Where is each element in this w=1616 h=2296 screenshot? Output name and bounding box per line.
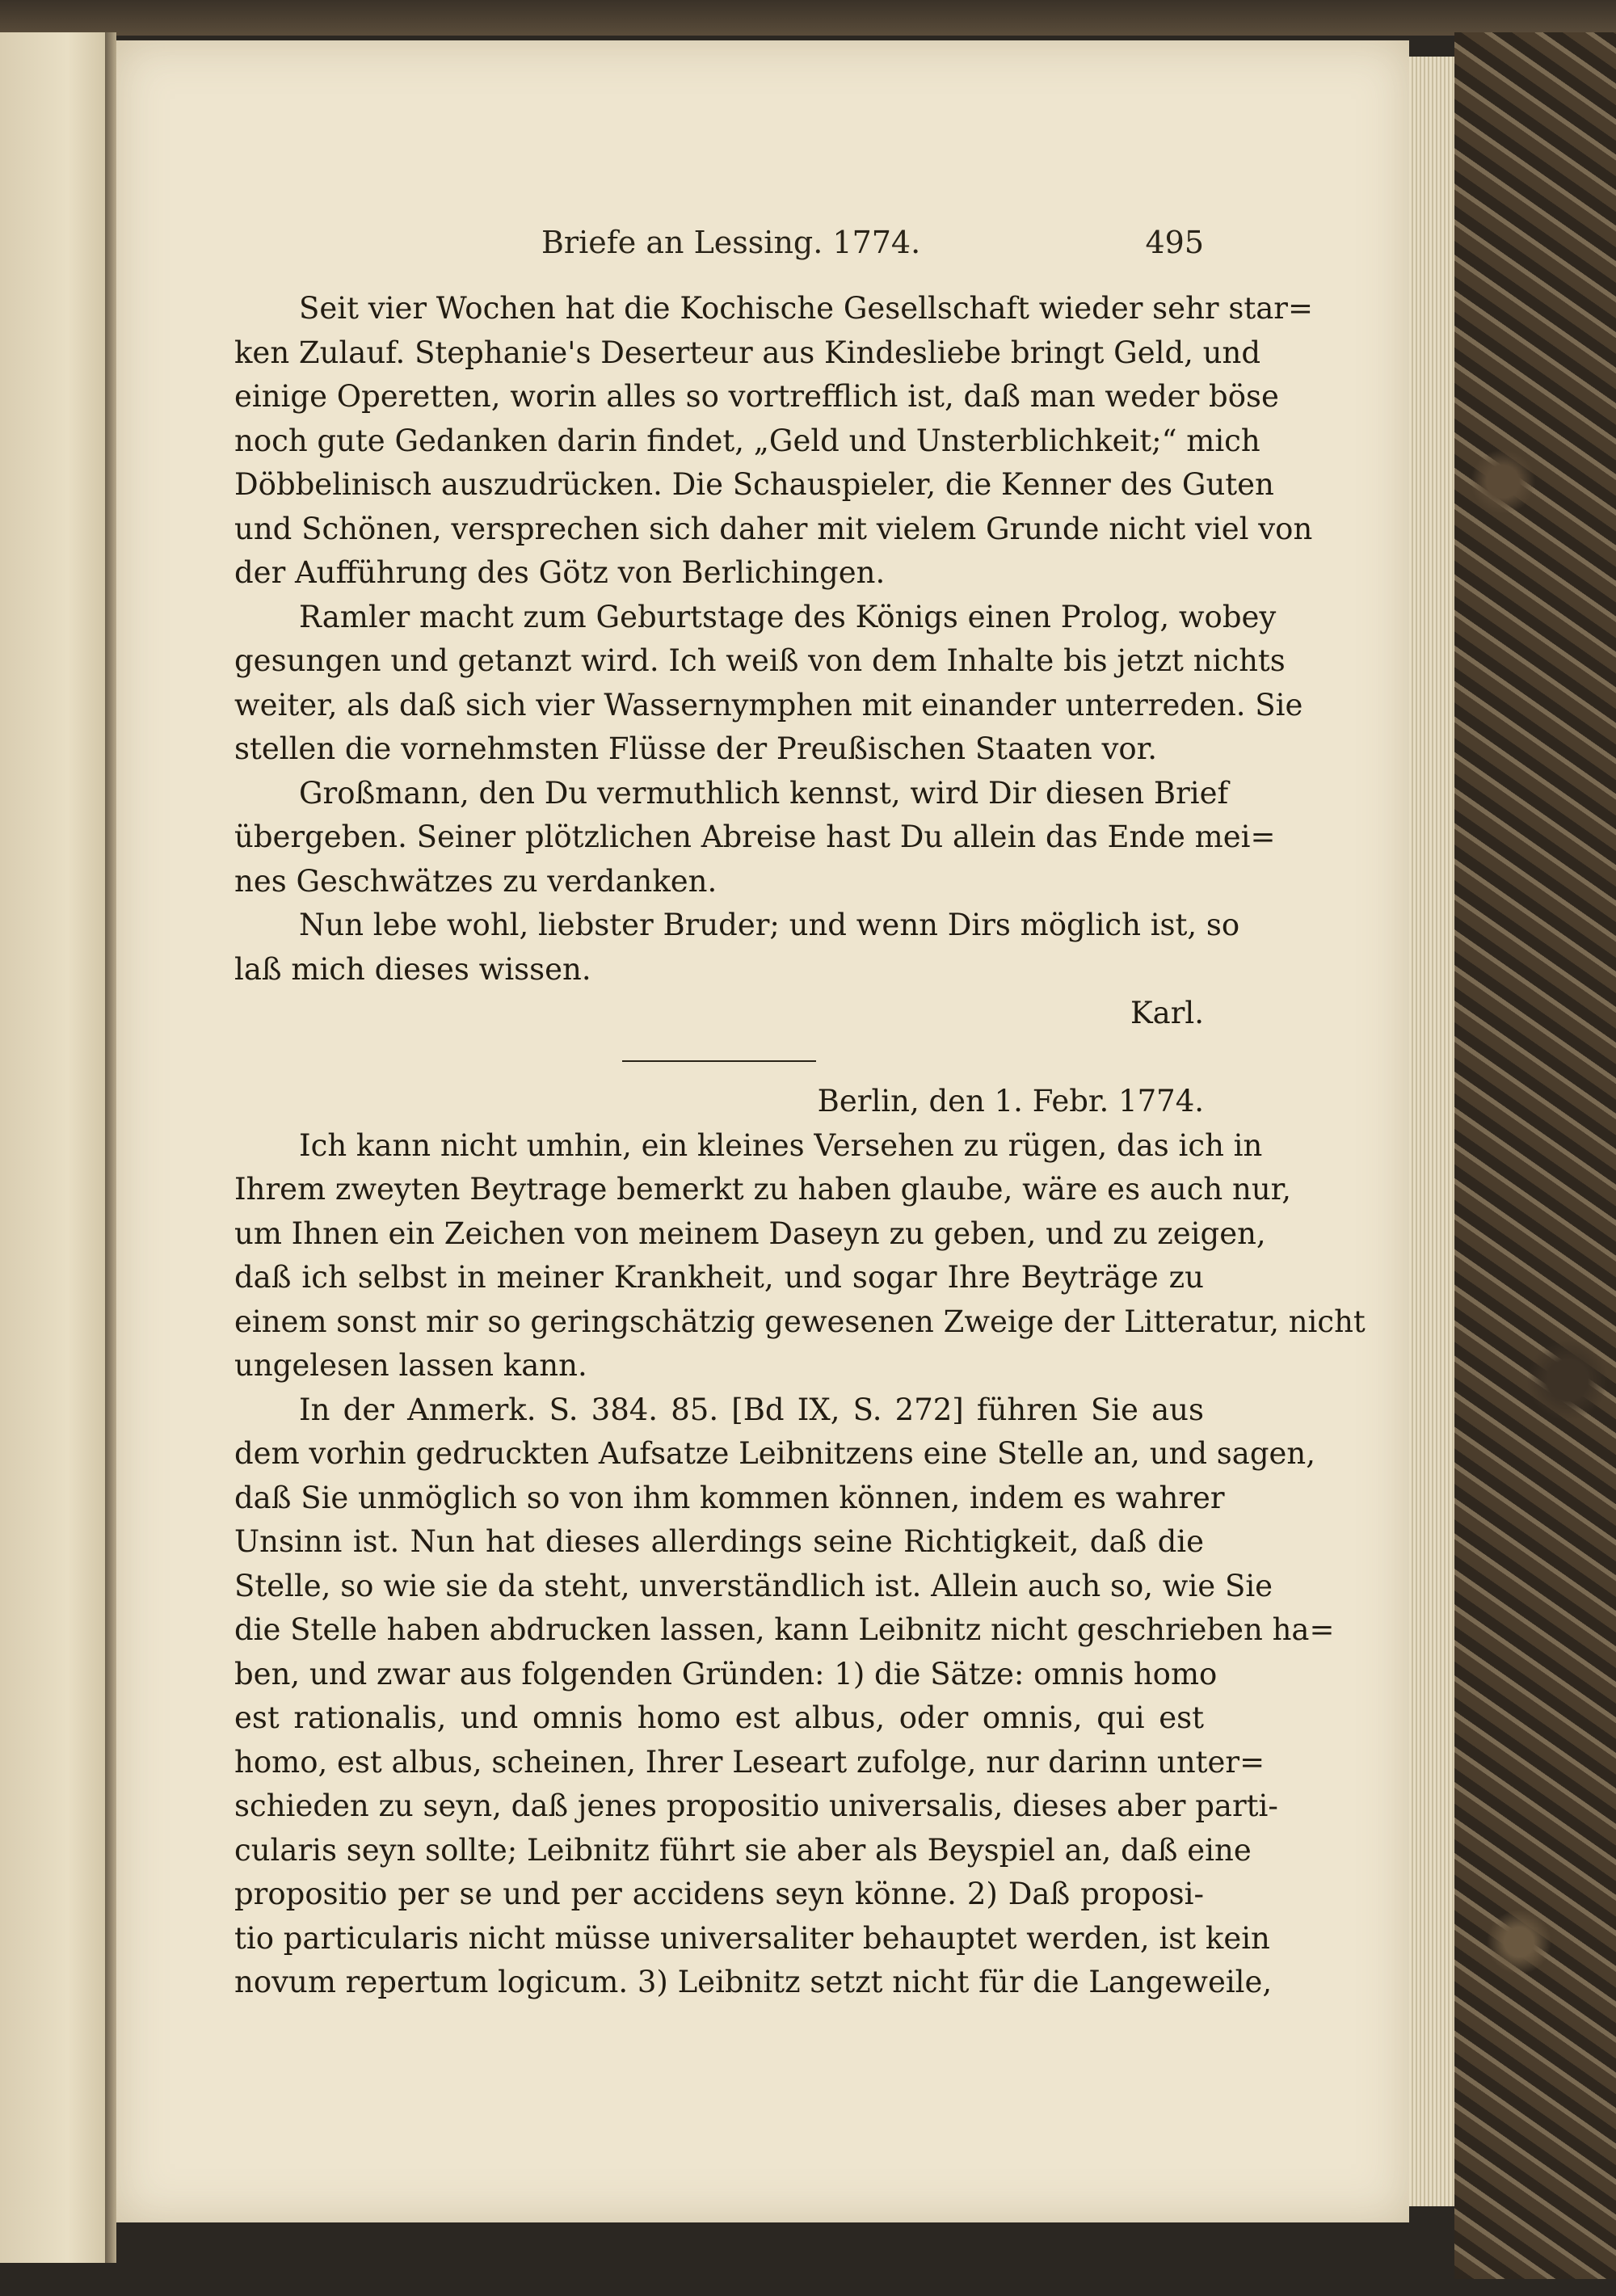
text-line: um Ihnen ein Zeichen von meinem Daseyn zu geben, und zu zeigen, (234, 1215, 1266, 1251)
page-body (234, 287, 1366, 2005)
text-line: noch gute Gedanken darin findet, „Geld und Unsterblichkeit;“ mich (234, 423, 1260, 458)
text-line: ben, und zwar aus folgenden Gründen: 1) die Sätze: omnis homo (234, 1656, 1218, 1691)
text-line: gesungen und getanzt wird. Ich weiß von dem Inhalte bis jetzt nichts (234, 643, 1286, 678)
text-line: übergeben. Seiner plötzlichen Abreise hast Du allein das Ende mei= (234, 819, 1276, 854)
text-line: In der Anmerk. S. 384. 85. [Bd IX, S. 272] führen Sie aus (299, 1392, 1204, 1427)
text-line: daß Sie unmöglich so von ihm kommen können, indem es wahrer (234, 1480, 1225, 1515)
page-number: 495 (1145, 225, 1204, 260)
text-line: daß ich selbst in meiner Krankheit, und sogar Ihre Beyträge zu (234, 1260, 1204, 1295)
dateline: Berlin, den 1. Febr. 1774. (817, 1084, 1204, 1119)
text-line: Unsinn ist. Nun hat dieses allerdings seine Richtigkeit, daß die (234, 1524, 1204, 1559)
text-line: Ramler macht zum Geburtstage des Königs einen Prolog, wobey (299, 599, 1277, 634)
section-divider (234, 1036, 1204, 1081)
page-edge-stack (1409, 57, 1454, 2206)
book-top-edge (0, 0, 1616, 36)
text-line: Stelle, so wie sie da steht, unverständlich ist. Allein auch so, wie Sie (234, 1568, 1273, 1603)
running-title: Briefe an Lessing. 1774. (541, 225, 921, 260)
running-header (234, 225, 1204, 265)
text-line: einem sonst mir so geringschätzig gewesenen Zweige der Litteratur, nicht (234, 1304, 1366, 1339)
text-line: der Aufführung des Götz von Berlichingen. (234, 555, 886, 590)
text-line: Ich kann nicht umhin, ein kleines Versehen zu rügen, das ich in (299, 1127, 1263, 1163)
text-line: cularis seyn sollte; Leibnitz führt sie aber als Beyspiel an, daß eine (234, 1832, 1252, 1868)
text-line: weiter, als daß sich vier Wassernymphen mit einander unterreden. Sie (234, 687, 1303, 723)
left-page-edge (0, 32, 113, 2263)
text-line: Ihrem zweyten Beytrage bemerkt zu haben glaube, wäre es auch nur, (234, 1172, 1292, 1207)
text-line: die Stelle haben abdrucken lassen, kann Leibnitz nicht geschrieben ha= (234, 1612, 1335, 1647)
text-line: laß mich dieses wissen. (234, 951, 591, 987)
text-line: einige Operetten, worin alles so vortrefflich ist, daß man weder böse (234, 379, 1279, 414)
book-gutter (105, 32, 116, 2263)
text-line: dem vorhin gedruckten Aufsatze Leibnitzens eine Stelle an, und sagen, (234, 1436, 1316, 1471)
text-line: ken Zulauf. Stephanie's Deserteur aus Kindesliebe bringt Geld, und (234, 335, 1261, 370)
text-line: propositio per se und per accidens seyn könne. 2) Daß proposi- (234, 1877, 1204, 1911)
text-line: Großmann, den Du vermuthlich kennst, wird Dir diesen Brief (299, 775, 1229, 811)
signature: Karl. (1130, 996, 1204, 1030)
text-line: homo, est albus, scheinen, Ihrer Leseart zufolge, nur darinn unter= (234, 1744, 1265, 1780)
text-line: est rationalis, und omnis homo est albus, oder omnis, qui est (234, 1700, 1204, 1735)
text-line: schieden zu seyn, daß jenes propositio universalis, dieses aber parti- (234, 1788, 1278, 1823)
text-line: Seit vier Wochen hat die Kochische Gesellschaft wieder sehr star= (299, 291, 1313, 326)
text-line: und Schönen, versprechen sich daher mit vielem Grunde nicht viel von (234, 511, 1313, 546)
text-line: ungelesen lassen kann. (234, 1348, 587, 1383)
text-line: nes Geschwätzes zu verdanken. (234, 863, 718, 899)
text-line: stellen die vornehmsten Flüsse der Preußischen Staaten vor. (234, 731, 1158, 766)
text-line: Nun lebe wohl, liebster Bruder; und wenn Dirs möglich ist, so (299, 908, 1240, 942)
text-line: novum repertum logicum. 3) Leibnitz setzt nicht für die Langeweile, (234, 1965, 1273, 1999)
text-line: Döbbelinisch auszudrücken. Die Schauspieler, die Kenner des Guten (234, 467, 1274, 502)
text-line: tio particularis nicht müsse universaliter behauptet werden, ist kein (234, 1920, 1270, 1956)
marbled-cover (1454, 32, 1616, 2279)
